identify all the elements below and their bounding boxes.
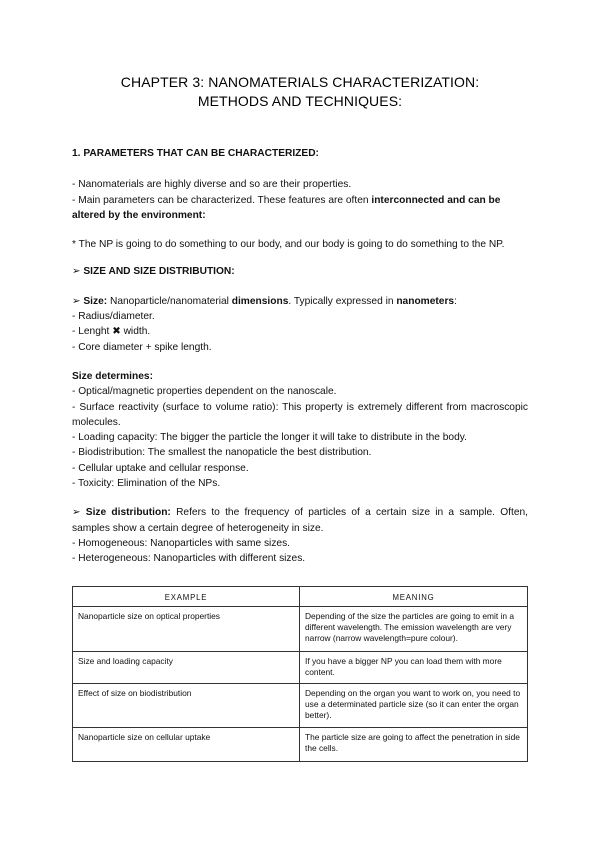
list-item: - Homogeneous: Nanoparticles with same sizes. — [72, 537, 290, 549]
table-row — [73, 652, 528, 684]
table-header-row — [73, 587, 528, 607]
list-item: - Loading capacity: The bigger the particle the longer it will take to distribute in the body. — [72, 432, 467, 444]
chapter-title-line1: CHAPTER 3: NANOMATERIALS CHARACTERIZATION: — [120, 74, 480, 90]
table-cell-example: Effect of size on biodistribution — [73, 684, 300, 728]
size-label: ➢ Size: — [72, 295, 108, 307]
paragraph-bullet2 — [72, 193, 528, 224]
table-cell-meaning: Depending on the organ you want to work on, you need to use a determinated particle size (so it can enter the organ better). — [300, 684, 528, 728]
table-row — [73, 728, 528, 762]
table-cell-example: Size and loading capacity — [73, 652, 300, 684]
paragraph-size — [72, 294, 528, 309]
size-distribution-text: Refers to the frequency of particles of a certain size in a sample. Often, samples show a certain degree of heterogeneity in size. — [72, 507, 528, 534]
list-item: - Radius/diameter. — [72, 311, 155, 323]
section-heading-parameters: 1. PARAMETERS THAT CAN BE CHARACTERIZED: — [72, 148, 319, 159]
table-header-example: EXAMPLE — [73, 587, 300, 607]
list-item: - Cellular uptake and cellular response. — [72, 462, 249, 474]
list-item: - Lenght ✖ width. — [72, 326, 151, 338]
table-row — [73, 684, 528, 728]
size-determines-heading: Size determines: — [72, 370, 153, 382]
list-item: - Core diameter + spike length. — [72, 341, 212, 353]
list-item: - Optical/magnetic properties dependent on the nanoscale. — [72, 386, 337, 398]
list-item: - Toxicity: Elimination of the NPs. — [72, 478, 221, 490]
size-bold-dimensions: dimensions — [231, 295, 289, 307]
table-cell-meaning: Depending of the size the particles are going to emit in a different wavelength. The emission wavelength are very narrow (narrow wavelength=pure colour). — [300, 607, 528, 652]
size-text-2: . Typically expressed in — [288, 295, 397, 307]
size-distribution-label: ➢ Size distribution: — [72, 507, 171, 519]
list-item: - Surface reactivity (surface to volume ratio): This property is extremely different from macroscopic molecules. — [72, 401, 528, 428]
table-cell-example: Nanoparticle size on optical properties — [73, 607, 300, 652]
table-cell-meaning: If you have a bigger NP you can load them with more content. — [300, 652, 528, 684]
section-heading-size: ➢ SIZE AND SIZE DISTRIBUTION: — [72, 266, 235, 278]
table-header-meaning: MEANING — [300, 587, 528, 607]
bullet2-bold: interconnected and can be altered by the environment: — [72, 194, 501, 221]
table-row — [73, 607, 528, 652]
list-item: - Biodistribution: The smallest the nanopaticle the best distribution. — [72, 447, 372, 459]
bullet2-text: - Main parameters can be characterized. These features are often — [72, 194, 372, 206]
size-text-3: : — [454, 295, 457, 307]
paragraph-size-distribution — [72, 505, 528, 536]
size-text-1: Nanoparticle/nanomaterial — [107, 295, 232, 307]
table-cell-meaning: The particle size are going to affect the penetration in side the cells. — [300, 728, 528, 762]
paragraph-note: * The NP is going to do something to our body, and our body is going to do something to the NP. — [72, 239, 505, 251]
table-cell-example: Nanoparticle size on cellular uptake — [73, 728, 300, 762]
size-examples-table — [72, 586, 528, 762]
chapter-title-line2: METHODS AND TECHNIQUES: — [197, 93, 403, 109]
document-body — [72, 146, 528, 567]
paragraph-bullet1: - Nanomaterials are highly diverse and so are their properties. — [72, 179, 352, 191]
size-bold-nanometers: nanometers — [396, 295, 455, 307]
list-item: - Heterogeneous: Nanoparticles with different sizes. — [72, 553, 306, 565]
